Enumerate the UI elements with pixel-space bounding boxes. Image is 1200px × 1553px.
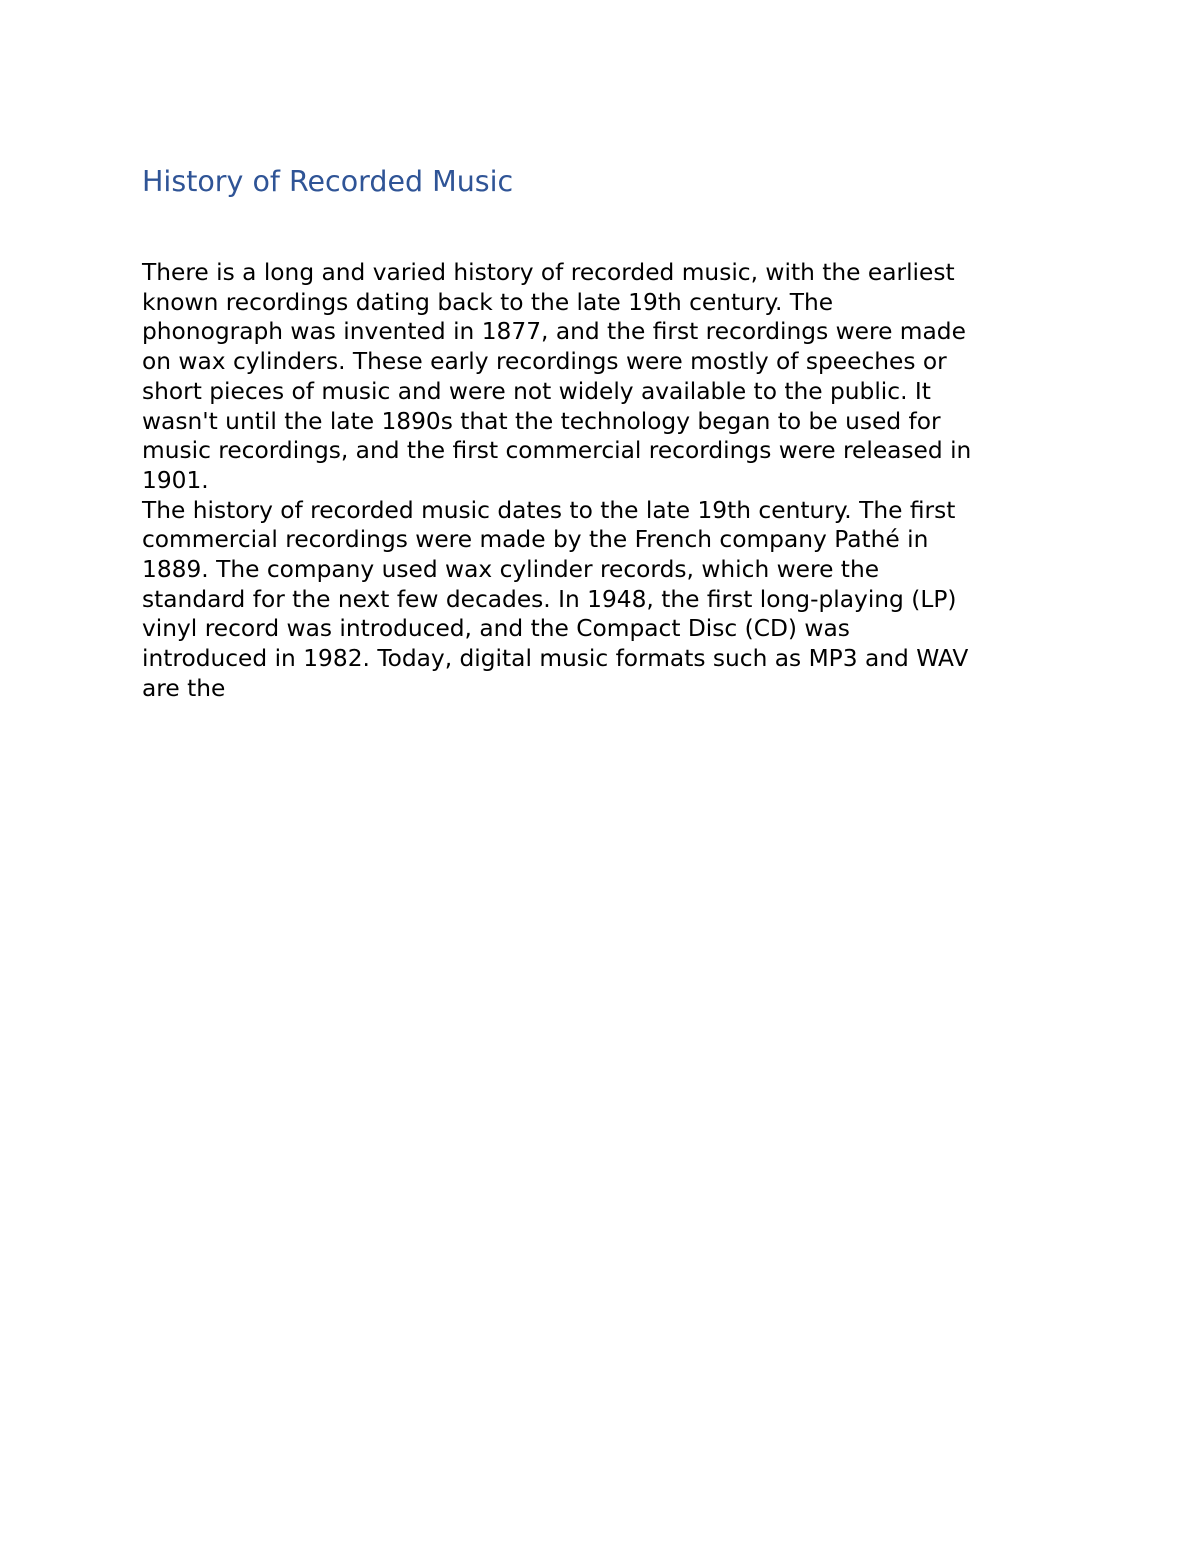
text-line: vinyl record was introduced, and the Compact Disc (CD) was (142, 615, 850, 643)
text-line: commercial recordings were made by the French company Pathé in (142, 526, 929, 554)
text-line: 1901. (142, 466, 209, 494)
text-line: There is a long and varied history of recorded music, with the earliest (142, 259, 955, 286)
text-line: known recordings dating back to the late 19th century. The (142, 288, 834, 316)
document-title: History of Recorded Music (142, 165, 514, 198)
text-line: phonograph was invented in 1877, and the first recordings were made (142, 318, 966, 346)
text-line: 1889. The company used wax cylinder records, which were the (142, 556, 880, 584)
text-line: are the (142, 674, 226, 702)
paragraph-1 (142, 258, 1072, 496)
text-line: introduced in 1982. Today, digital music formats such as MP3 and WAV (142, 645, 969, 673)
text-line: on wax cylinders. These early recordings were mostly of speeches or (142, 348, 947, 376)
text-line: music recordings, and the first commercial recordings were released in (142, 437, 972, 465)
paragraph-2 (142, 496, 1072, 704)
text-line: The history of recorded music dates to the late 19th century. The first (142, 496, 956, 524)
text-line: short pieces of music and were not widely available to the public. It (142, 377, 931, 405)
text-line: wasn't until the late 1890s that the technology began to be used for (142, 407, 941, 435)
text-line: standard for the next few decades. In 1948, the first long-playing (LP) (142, 585, 957, 613)
document-body (142, 258, 1072, 704)
